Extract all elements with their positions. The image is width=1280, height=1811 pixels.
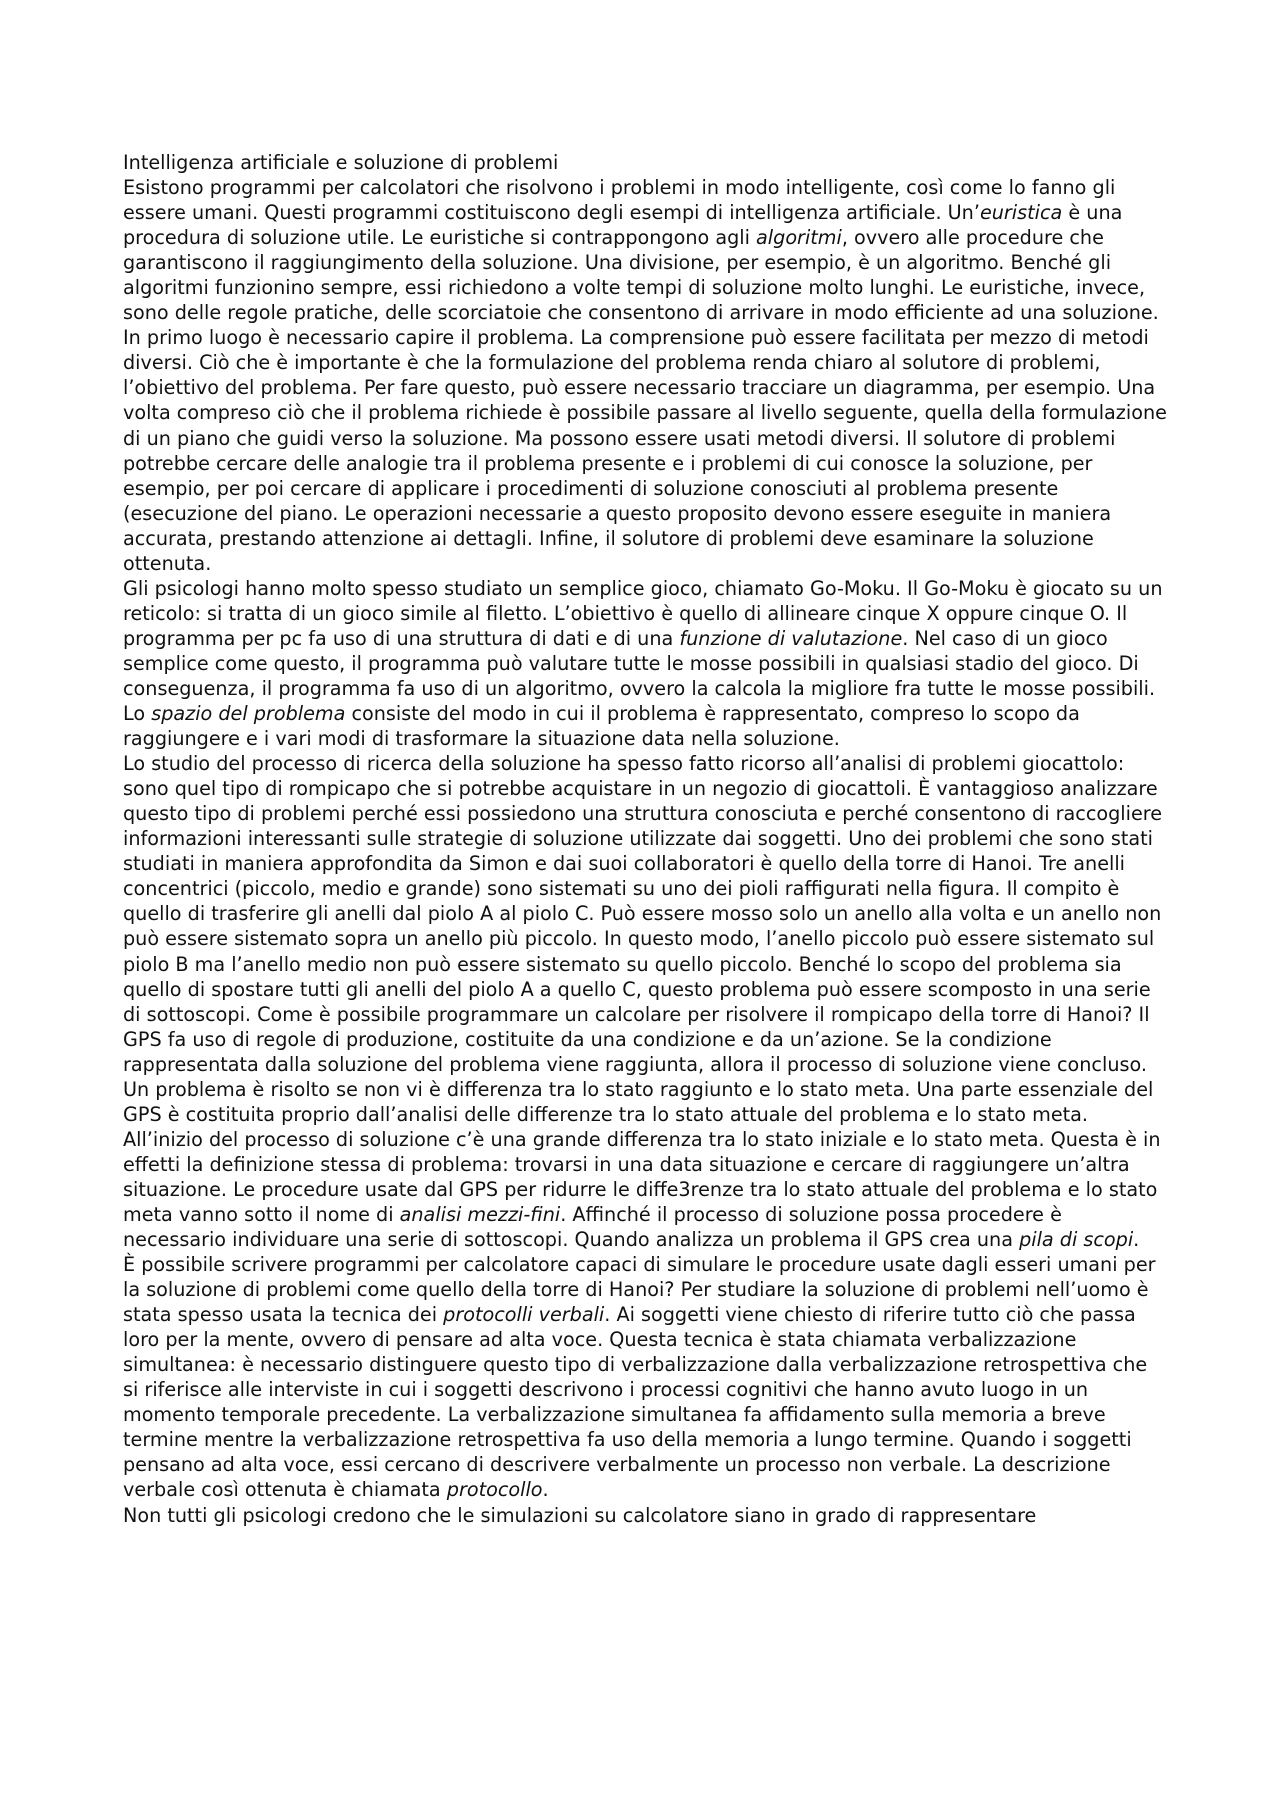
text-run: consiste del modo in cui il problema è rappresentato, compreso lo scopo da raggiungere e i vari modi di trasformare la situazione data nella soluzione.	[123, 702, 1080, 751]
text-run: Non tutti gli psicologi credono che le simulazioni su calcolatore siano in grado di rappresentare	[123, 1503, 1037, 1527]
document-title: Intelligenza artificiale e soluzione di problemi	[123, 151, 559, 174]
body-paragraph	[123, 175, 1168, 576]
italic-term: protocolli verbali	[443, 1303, 605, 1327]
italic-term: algoritmi	[756, 226, 842, 250]
text-run: È possibile scrivere programmi per calcolatore capaci di simulare le procedure usate dagli esseri umani per la soluzione di problemi come quello della torre di Hanoi? Per studiare la soluzione di problemi nell’uomo è stata spesso usata la tecnica dei	[123, 1253, 1156, 1327]
italic-term: euristica	[979, 201, 1063, 225]
text-run: .	[542, 1478, 549, 1502]
body-paragraph	[123, 751, 1168, 1252]
text-run: .	[1133, 1228, 1140, 1252]
document-body	[123, 175, 1168, 1528]
text-run: Gli psicologi hanno molto spesso studiato un semplice gioco, chiamato Go-Moku. Il Go-Moku è giocato su un reticolo: si tratta di un gioco simile al filetto. L’obiettivo è quello di allineare cinque X oppure cinque O. Il programma per pc fa uso di una struttura di dati e di una	[123, 576, 1163, 650]
text-run: . Nel caso di un gioco semplice come questo, il programma può valutare tutte le mosse possibili in qualsiasi stadio del gioco. Di conseguenza, il programma fa uso di un algoritmo, ovvero la calcola la migliore fra tutte le mosse possibili. Lo	[123, 626, 1156, 726]
text-run: Lo studio del processo di ricerca della soluzione ha spesso fatto ricorso all’analisi di problemi giocattolo: sono quel tipo di rompicapo che si potrebbe acquistare in un negozio di giocattoli. È vantaggioso analizzare questo tipo di problemi perché essi possiedono una struttura conosciuta e perché consentono di raccogliere informazioni interessanti sulle strategie di soluzione utilizzate dai soggetti. Uno dei problemi che sono stati studiati in maniera approfondita da Simon e dai suoi collaboratori è quello della torre di Hanoi. Tre anelli concentrici (piccolo, medio e grande) sono sistemati su uno dei pioli raffigurati nella figura. Il compito è quello di trasferire gli anelli dal piolo A al piolo C. Può essere mosso solo un anello alla volta e un anello non può essere sistemato sopra un anello più piccolo. In questo modo, l’anello piccolo può essere sistemato sul piolo B ma l’anello medio non può essere sistemato su quello piccolo. Benché lo scopo del problema sia quello di spostare tutti gli anelli del piolo A a quello C, questo problema può essere scomposto in una serie di sottoscopi. Come è possibile programmare un calcolare per risolvere il rompicapo della torre di Hanoi? Il GPS fa uso di regole di produzione, costituite da una condizione e da un’azione. Se la condizione rappresentata dalla soluzione del problema viene raggiunta, allora il processo di soluzione viene concluso. Un problema è risolto se non vi è differenza tra lo stato raggiunto e lo stato meta. Una parte essenziale del GPS è costituita proprio dall’analisi delle differenze tra lo stato attuale del problema e lo stato meta. All’inizio del processo di soluzione c’è una grande differenza tra lo stato iniziale e lo stato meta. Questa è in effetti la definizione stessa di problema: trovarsi in una data situazione e cercare di raggiungere un’altra situazione. Le procedure usate dal GPS per ridurre le diffe3renze tra lo stato attuale del problema e lo stato meta vanno sotto il nome di	[123, 752, 1163, 1226]
italic-term: pila di scopi	[1019, 1228, 1134, 1252]
text-run: , ovvero alle procedure che garantiscono il raggiungimento della soluzione. Una divisione, per esempio, è un algoritmo. Benché gli algoritmi funzionino sempre, essi richiedono a volte tempi di soluzione molto lunghi. Le euristiche, invece, sono delle regole pratiche, delle scorciatoie che consentono di arrivare in modo efficiente ad una soluzione. In primo luogo è necessario capire il problema. La comprensione può essere facilitata per mezzo di metodi diversi. Ciò che è importante è che la formulazione del problema renda chiaro al solutore di problemi, l’obiettivo del problema. Per fare questo, può essere necessario tracciare un diagramma, per esempio. Una volta compreso ciò che il problema richiede è possibile passare al livello seguente, quella della formulazione di un piano che guidi verso la soluzione. Ma possono essere usati metodi diversi. Il solutore di problemi potrebbe cercare delle analogie tra il problema presente e i problemi di cui conosce la soluzione, per esempio, per poi cercare di applicare i procedimenti di soluzione conosciuti al problema presente (esecuzione del piano. Le operazioni necessarie a questo proposito devono essere eseguite in maniera accurata, prestando attenzione ai dettagli. Infine, il solutore di problemi deve esaminare la soluzione ottenuta.	[123, 226, 1167, 575]
body-paragraph	[123, 1252, 1168, 1502]
body-paragraph	[123, 1503, 1168, 1528]
body-paragraph	[123, 576, 1168, 751]
text-run: . Affinché il processo di soluzione possa procedere è necessario individuare una serie di sottoscopi. Quando analizza un problema il GPS crea una	[123, 1202, 1062, 1252]
document-page	[123, 150, 1168, 1528]
italic-term: analisi mezzi-fini	[399, 1202, 561, 1226]
text-run: . Ai soggetti viene chiesto di riferire tutto ciò che passa loro per la mente, ovvero di pensare ad alta voce. Questa tecnica è stata chiamata verbalizzazione simultanea: è necessario distinguere questo tipo di verbalizzazione dalla verbalizzazione retrospettiva che si riferisce alle interviste in cui i soggetti descrivono i processi cognitivi che hanno avuto luogo in un momento temporale precedente. La verbalizzazione simultanea fa affidamento sulla memoria a breve termine mentre la verbalizzazione retrospettiva fa uso della memoria a lungo termine. Quando i soggetti pensano ad alta voce, essi cercano di descrivere verbalmente un processo non verbale. La descrizione verbale così ottenuta è chiamata	[123, 1303, 1148, 1502]
text-run: è una procedura di soluzione utile. Le euristiche si contrappongono agli	[123, 201, 1123, 250]
text-run: Esistono programmi per calcolatori che risolvono i problemi in modo intelligente, così come lo fanno gli essere umani. Questi programmi costituiscono degli esempi di intelligenza artificiale. Un’	[123, 176, 1116, 225]
italic-term: protocollo	[446, 1478, 543, 1502]
italic-term: funzione di valutazione	[679, 626, 903, 650]
italic-term: spazio del problema	[151, 702, 346, 726]
